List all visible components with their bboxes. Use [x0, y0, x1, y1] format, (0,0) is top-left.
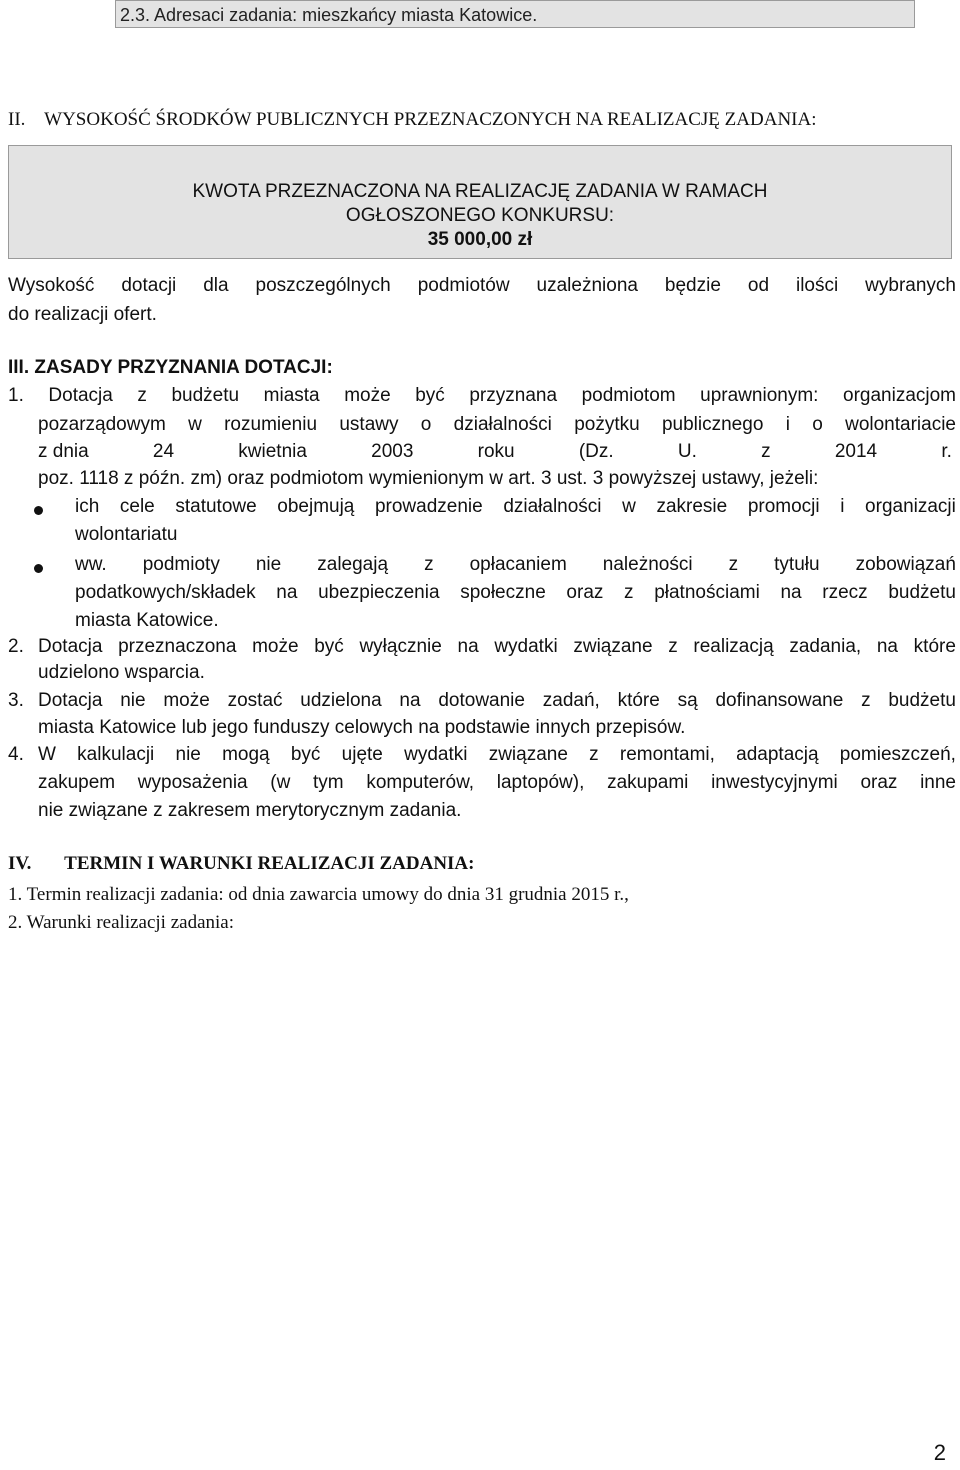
p4-line-2	[38, 771, 956, 795]
bullet-1	[34, 506, 43, 515]
section-4-number: IV.	[8, 853, 32, 874]
word: (w	[270, 772, 291, 793]
word: 2014	[834, 441, 878, 462]
word: 24	[152, 441, 175, 462]
bullet-2-line-3: miasta Katowice.	[75, 610, 219, 631]
word: będzie	[664, 275, 721, 296]
p1-line-1	[8, 384, 956, 408]
word: kwietnia	[238, 441, 307, 462]
p1-line-2	[38, 413, 956, 437]
word: Dotacja	[48, 385, 113, 406]
word: zadania,	[789, 636, 862, 657]
word: i	[785, 414, 790, 435]
section-4-item-2: 2. Warunki realizacji zadania:	[8, 912, 235, 933]
word: w	[188, 414, 202, 435]
word: z	[589, 744, 599, 765]
word: ujęte	[341, 744, 383, 765]
word: promocji	[747, 496, 820, 517]
word: pożytku	[574, 414, 640, 435]
word: ilości	[795, 275, 839, 296]
word: komputerów,	[366, 772, 475, 793]
word: statutowe	[175, 496, 257, 517]
word: zalegają	[317, 554, 389, 575]
word: są	[677, 690, 698, 711]
word: 1.	[8, 385, 24, 406]
p1-line-4: poz. 1118 z późn. zm) oraz podmiotom wymienionym w art. 3 ust. 3 powyższej ustawy, jeżeli:	[38, 468, 819, 489]
word: na	[457, 636, 479, 657]
word: tytułu	[774, 554, 820, 575]
word: wyłącznie	[359, 636, 442, 657]
word: z	[761, 441, 771, 462]
bullet-2	[34, 564, 43, 573]
amount-value: 35 000,00 zł	[427, 229, 533, 250]
p4-line-3: nie związane z zakresem merytorycznym zadania.	[38, 800, 462, 821]
word: ubezpieczenia	[318, 582, 440, 603]
word: budżetu	[888, 582, 956, 603]
p1-line-3	[38, 440, 952, 464]
p3-line-2: miasta Katowice lub jego funduszy celowych na podstawie innych przepisów.	[38, 717, 686, 738]
p3-number: 3.	[8, 690, 24, 711]
word: wybranych	[865, 275, 956, 296]
word: zakupami	[607, 772, 689, 793]
word: wyposażenia	[137, 772, 248, 793]
word: W	[38, 744, 56, 765]
word: wydatki	[494, 636, 558, 657]
word: pomieszczeń,	[839, 744, 956, 765]
word: publicznego	[661, 414, 764, 435]
word: organizacji	[865, 496, 956, 517]
word: nie	[175, 744, 201, 765]
word: opłacaniem	[469, 554, 567, 575]
p4-number: 4.	[8, 744, 24, 765]
word: adaptacją	[736, 744, 819, 765]
section-2-title: WYSOKOŚĆ ŚRODKÓW PUBLICZNYCH PRZEZNACZONYCH NA REALIZACJĘ ZADANIA:	[44, 109, 817, 130]
section-3-title: III. ZASADY PRZYZNANIA DOTACJI:	[8, 357, 333, 378]
word: w	[622, 496, 636, 517]
word: może	[344, 385, 391, 406]
word: może	[252, 636, 299, 657]
word: z	[728, 554, 739, 575]
word: uprawnionym:	[700, 385, 819, 406]
word: być	[290, 744, 321, 765]
word: U.	[677, 441, 697, 462]
word: ustawy	[339, 414, 399, 435]
word: na	[780, 582, 802, 603]
word: ich	[75, 496, 100, 517]
word: zobowiązań	[855, 554, 956, 575]
word: związane	[573, 636, 653, 657]
word: z	[624, 582, 634, 603]
word: które	[913, 636, 956, 657]
word: dotowanie	[438, 690, 525, 711]
section-2-number: II.	[8, 109, 26, 130]
word: na	[399, 690, 421, 711]
word: miasta	[263, 385, 320, 406]
word: związane	[488, 744, 568, 765]
word: o	[812, 414, 823, 435]
dotacja-para-line-1	[8, 274, 956, 298]
p2-number: 2.	[8, 636, 24, 657]
word: Dotacja	[38, 690, 103, 711]
section-4-heading	[8, 852, 474, 876]
amount-box-line-1: KWOTA PRZEZNACZONA NA REALIZACJĘ ZADANIA W RAMACH	[192, 181, 768, 202]
word: (Dz.	[578, 441, 614, 462]
word: oraz	[860, 772, 898, 793]
p3-line-1	[38, 689, 956, 713]
word: i	[840, 496, 845, 517]
word: wydatki	[404, 744, 468, 765]
word: udzielona	[300, 690, 382, 711]
word: obejmują	[277, 496, 355, 517]
word: budżetu	[888, 690, 956, 711]
adresaci-text: 2.3. Adresaci zadania: mieszkańcy miasta Katowice.	[120, 5, 538, 25]
section-2-heading	[8, 108, 817, 132]
word: być	[415, 385, 445, 406]
word: podmiotom	[581, 385, 676, 406]
word: na	[276, 582, 298, 603]
word: z	[424, 554, 434, 575]
dotacja-para-line-2: do realizacji ofert.	[8, 304, 157, 325]
word: społeczne	[460, 582, 546, 603]
word: oraz	[566, 582, 604, 603]
word: działalności	[453, 414, 552, 435]
bullet-2-line-2	[75, 581, 956, 605]
word: inne	[920, 772, 956, 793]
p4-line-1	[38, 743, 956, 767]
word: Wysokość	[8, 275, 95, 296]
word: podatkowych/składek	[75, 582, 256, 603]
bullet-2-line-1	[75, 553, 956, 577]
word: pozarządowym	[38, 414, 166, 435]
word: ww.	[75, 554, 107, 575]
word: zadań,	[542, 690, 600, 711]
word: zostać	[227, 690, 283, 711]
word: laptopów),	[496, 772, 585, 793]
word: z	[137, 385, 147, 406]
word: realizacją	[693, 636, 774, 657]
word: roku	[477, 441, 515, 462]
word: o	[420, 414, 432, 435]
word: na	[876, 636, 898, 657]
p2-line-1	[38, 635, 956, 659]
amount-box-line-2: OGŁOSZONEGO KONKURSU:	[345, 205, 615, 226]
word: cele	[119, 496, 155, 517]
bullet-1-line-2: wolontariatu	[75, 524, 178, 545]
p2-line-2: udzielono wsparcia.	[38, 662, 205, 683]
adresaci-box	[115, 0, 915, 28]
word: dotacji	[121, 275, 177, 296]
word: działalności	[503, 496, 602, 517]
word: budżetu	[171, 385, 240, 406]
word: organizacjom	[843, 385, 956, 406]
word: rzecz	[822, 582, 868, 603]
section-4-item-1: 1. Termin realizacji zadania: od dnia zawarcia umowy do dnia 31 grudnia 2015 r.,	[8, 884, 629, 905]
word: podmiotów	[417, 275, 510, 296]
word: kalkulacji	[77, 744, 155, 765]
word: przyznana	[469, 385, 558, 406]
word: które	[617, 690, 660, 711]
word: mogą	[222, 744, 270, 765]
word: podmioty	[142, 554, 220, 575]
word: z dnia	[38, 441, 89, 462]
word: wolontariacie	[845, 414, 956, 435]
section-4-title: TERMIN I WARUNKI REALIZACJI ZADANIA:	[64, 853, 475, 874]
word: może	[163, 690, 210, 711]
word: płatnościami	[654, 582, 760, 603]
word: inwestycyjnymi	[711, 772, 838, 793]
word: tym	[313, 772, 344, 793]
word: nie	[255, 554, 282, 575]
word: rozumieniu	[224, 414, 318, 435]
word: z	[668, 636, 678, 657]
word: z	[861, 690, 871, 711]
word: od	[747, 275, 770, 296]
word: Dotacja	[38, 636, 103, 657]
word: nie	[120, 690, 146, 711]
amount-box	[8, 145, 952, 259]
word: należności	[602, 554, 693, 575]
word: dla	[203, 275, 229, 296]
page-number: 2	[933, 1440, 946, 1465]
bullet-1-line-1	[75, 495, 956, 519]
word: prowadzenie	[374, 496, 483, 517]
word: uzależniona	[536, 275, 638, 296]
word: dofinansowane	[715, 690, 844, 711]
word: być	[314, 636, 344, 657]
word: zakupem	[38, 772, 116, 793]
word: przeznaczona	[118, 636, 237, 657]
word: zakresie	[656, 496, 728, 517]
word: r.	[941, 441, 952, 462]
word: remontami,	[619, 744, 715, 765]
word: poszczególnych	[255, 275, 391, 296]
word: 2003	[371, 441, 414, 462]
